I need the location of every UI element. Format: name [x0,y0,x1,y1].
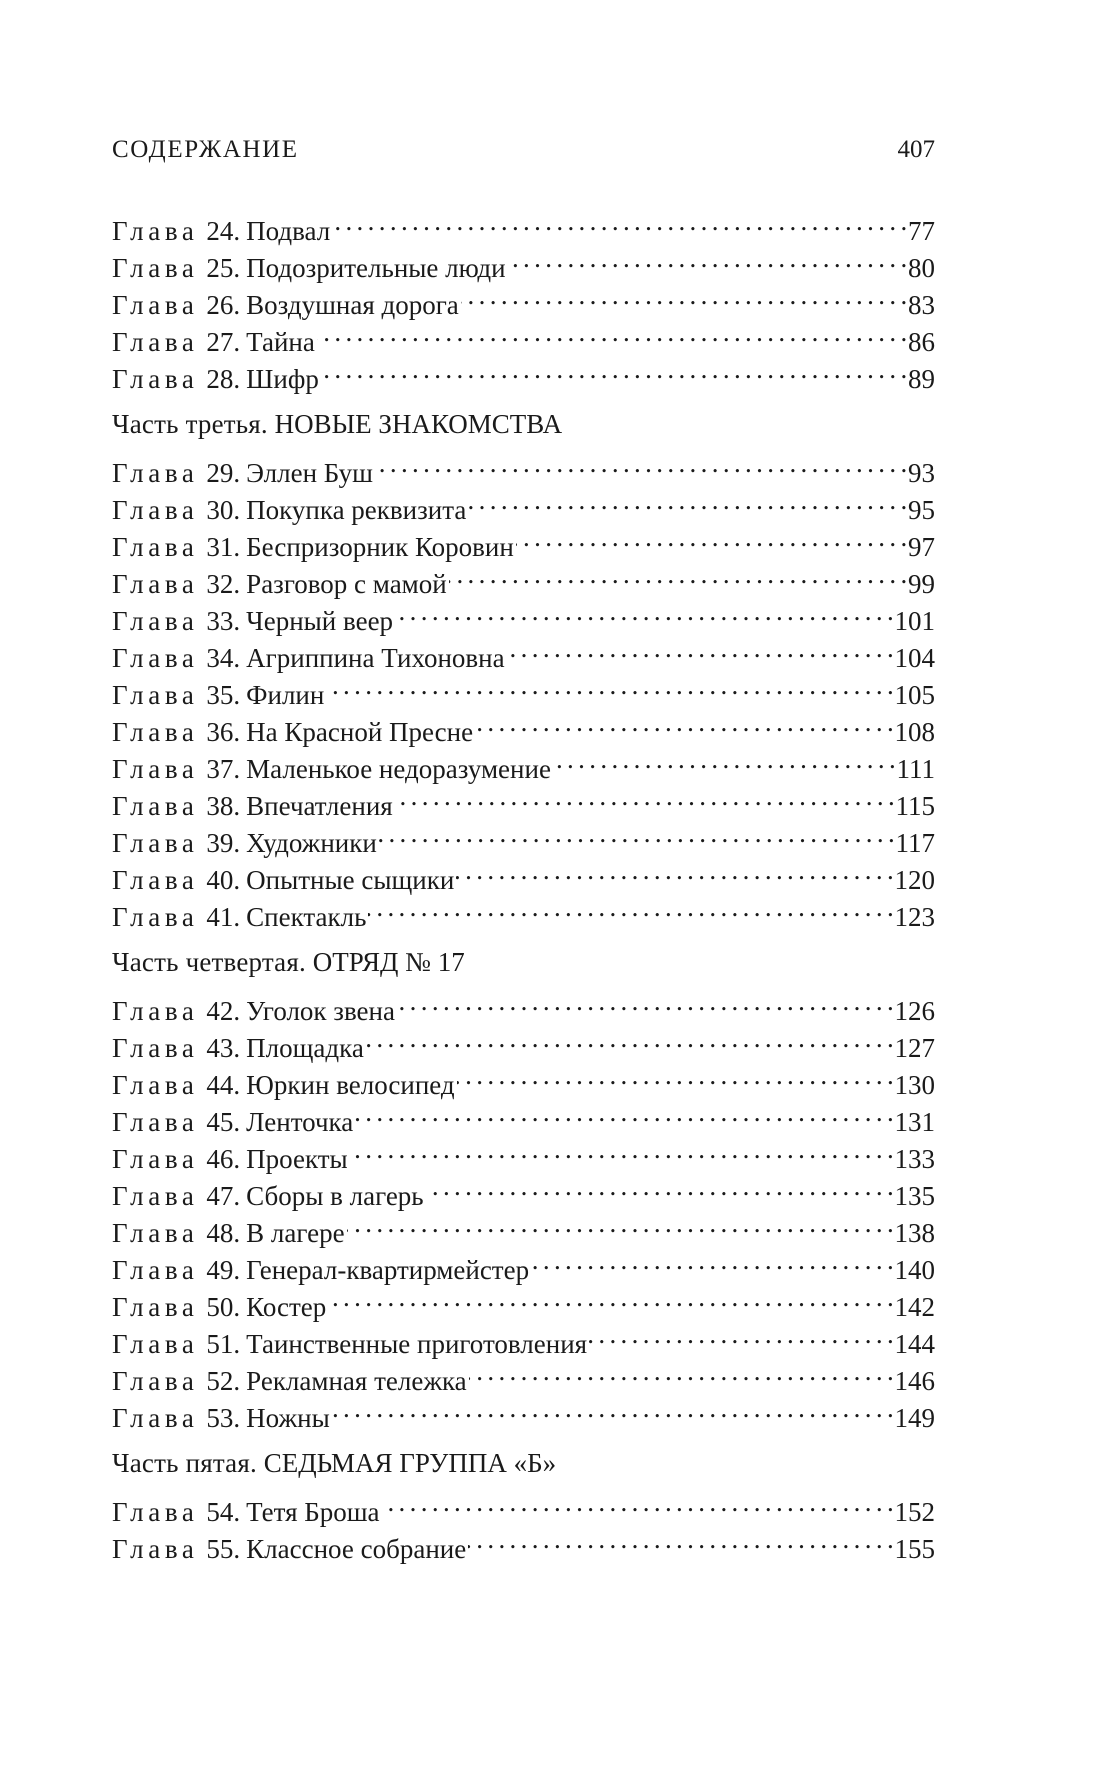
chapter-number: 38. [206,791,241,821]
chapter-title: Агриппина Тихоновна [246,643,505,673]
chapter-page-number: 130 [894,1070,935,1100]
dot-leader [332,203,906,240]
chapter-word: Глава [112,828,199,858]
chapter-number: 47. [206,1181,241,1211]
chapter-page-number: 126 [894,996,935,1026]
chapter-page-number: 135 [894,1181,935,1211]
dot-leader [397,983,893,1020]
chapter-word: Глава [112,1329,199,1359]
chapter-page-number: 104 [894,643,935,673]
chapter-number: 31. [206,532,241,562]
chapter-number: 37. [206,754,241,784]
chapter-word: Глава [112,865,199,895]
part-heading [112,944,935,981]
part-label: Часть третья. [112,409,268,439]
dot-leader [350,1131,893,1168]
chapter-number: 43. [206,1033,241,1063]
chapter-page-number: 97 [908,532,935,562]
chapter-word: Глава [112,643,199,673]
chapter-word: Глава [112,569,199,599]
running-head [112,130,935,170]
chapter-number: 33. [206,606,241,636]
dot-leader [317,314,906,351]
chapter-number: 42. [206,996,241,1026]
chapter-word: Глава [112,1070,199,1100]
chapter-title: Костер [246,1292,327,1322]
chapter-page-number: 99 [908,569,935,599]
chapter-title: Юркин велосипед [246,1070,455,1100]
dot-leader [395,778,894,815]
chapter-title: Художники [246,828,377,858]
dot-leader [321,351,906,388]
chapter-page-number: 149 [894,1403,935,1433]
dot-leader [553,741,895,778]
chapter-number: 53. [206,1403,241,1433]
part-label: Часть пятая. [112,1448,257,1478]
dot-leader [347,1205,893,1242]
chapter-title: Подозрительные люди [246,253,506,283]
chapter-word: Глава [112,458,199,488]
dot-leader [468,482,906,519]
chapter-number: 50. [206,1292,241,1322]
running-head-title: СОДЕРЖАНИЕ [112,136,299,163]
chapter-page-number: 131 [894,1107,935,1137]
chapter-page-number: 133 [894,1144,935,1174]
chapter-title: Площадка [246,1033,364,1063]
chapter-title: Беспризорник Коровин [246,532,514,562]
chapter-title: Сборы в лагерь [246,1181,424,1211]
chapter-word: Глава [112,253,199,283]
chapter-number: 24. [206,216,241,246]
chapter-word: Глава [112,680,199,710]
chapter-word: Глава [112,364,199,394]
chapter-title: Опытные сыщики [246,865,455,895]
table-of-contents [112,203,935,1564]
toc-entry [112,983,935,1026]
chapter-title: Уголок звена [246,996,395,1026]
chapter-title: Маленькое недоразумение [246,754,551,784]
chapter-word: Глава [112,327,199,357]
chapter-title: На Красной Пресне [246,717,474,747]
chapter-number: 45. [206,1107,241,1137]
chapter-title: Разговор с мамой [246,569,447,599]
chapter-page-number: 117 [895,828,935,858]
chapter-word: Глава [112,1497,199,1527]
dot-leader [461,277,906,314]
chapter-title: Подвал [246,216,331,246]
chapter-word: Глава [112,532,199,562]
chapter-word: Глава [112,1403,199,1433]
chapter-title: Филин [246,680,325,710]
chapter-title: Ножны [246,1403,330,1433]
chapter-title: Рекламная тележка [246,1366,467,1396]
chapter-page-number: 115 [895,791,935,821]
dot-leader [516,519,906,556]
dot-leader [328,1279,892,1316]
dot-leader [326,667,892,704]
chapter-page-number: 77 [908,216,935,246]
chapter-number: 35. [206,680,241,710]
dot-leader [426,1168,893,1205]
dot-leader [508,240,906,277]
chapter-title: Шифр [246,364,319,394]
dot-leader [531,1242,892,1279]
dot-leader [456,852,892,889]
chapter-number: 29. [206,458,241,488]
dot-leader [468,1521,892,1558]
chapter-word: Глава [112,1107,199,1137]
dot-leader [375,445,906,482]
dot-leader [469,1353,893,1390]
chapter-number: 30. [206,495,241,525]
chapter-number: 39. [206,828,241,858]
dot-leader [379,815,894,852]
chapter-word: Глава [112,495,199,525]
chapter-page-number: 155 [894,1534,935,1564]
chapter-title: Тайна [246,327,315,357]
dot-leader [449,556,906,593]
chapter-number: 54. [206,1497,241,1527]
chapter-word: Глава [112,1033,199,1063]
chapter-title: Спектакль [246,902,367,932]
chapter-number: 36. [206,717,241,747]
chapter-number: 26. [206,290,241,320]
chapter-page-number: 101 [894,606,935,636]
chapter-word: Глава [112,1218,199,1248]
dot-leader [366,1020,893,1057]
chapter-title: Эллен Буш [246,458,373,488]
chapter-page-number: 152 [894,1497,935,1527]
dot-leader [395,593,892,630]
part-label: Часть четвертая. [112,947,306,977]
chapter-page-number: 138 [894,1218,935,1248]
dot-leader [382,1484,893,1521]
chapter-title: Впечатления [246,791,393,821]
part-heading [112,406,935,443]
chapter-word: Глава [112,606,199,636]
book-page [112,130,935,1564]
chapter-word: Глава [112,1292,199,1322]
chapter-word: Глава [112,1366,199,1396]
chapter-word: Глава [112,216,199,246]
chapter-number: 34. [206,643,241,673]
chapter-title: Черный веер [246,606,394,636]
chapter-number: 41. [206,902,241,932]
chapter-page-number: 108 [894,717,935,747]
chapter-number: 28. [206,364,241,394]
chapter-page-number: 80 [908,253,935,283]
chapter-page-number: 105 [894,680,935,710]
chapter-title: Ленточка [246,1107,354,1137]
toc-entry [112,1484,935,1527]
chapter-word: Глава [112,717,199,747]
chapter-title: Генерал-квартирмейстер [246,1255,530,1285]
chapter-word: Глава [112,791,199,821]
chapter-page-number: 120 [894,865,935,895]
dot-leader [475,704,892,741]
chapter-title: В лагере [246,1218,345,1248]
dot-leader [507,630,893,667]
chapter-title: Тетя Броша [246,1497,380,1527]
dot-leader [332,1390,893,1427]
part-heading [112,1445,935,1482]
chapter-word: Глава [112,1534,199,1564]
chapter-number: 48. [206,1218,241,1248]
chapter-number: 46. [206,1144,241,1174]
chapter-number: 32. [206,569,241,599]
chapter-number: 55. [206,1534,241,1564]
chapter-title: Покупка реквизита [246,495,467,525]
toc-entry [112,203,935,246]
chapter-page-number: 146 [894,1366,935,1396]
chapter-word: Глава [112,1181,199,1211]
dot-leader [355,1094,892,1131]
chapter-word: Глава [112,1255,199,1285]
chapter-title: Проекты [246,1144,348,1174]
chapter-title: Воздушная дорога [246,290,459,320]
chapter-page-number: 89 [908,364,935,394]
chapter-word: Глава [112,1144,199,1174]
chapter-page-number: 83 [908,290,935,320]
toc-entry [112,445,935,488]
chapter-number: 44. [206,1070,241,1100]
chapter-title: Таинственные приготовления [246,1329,588,1359]
chapter-page-number: 127 [894,1033,935,1063]
chapter-number: 49. [206,1255,241,1285]
chapter-page-number: 144 [894,1329,935,1359]
dot-leader [589,1316,892,1353]
chapter-word: Глава [112,290,199,320]
chapter-number: 52. [206,1366,241,1396]
chapter-page-number: 111 [896,754,935,784]
dot-leader [368,889,892,926]
part-name: СЕДЬМАЯ ГРУППА «Б» [263,1448,557,1478]
dot-leader [457,1057,893,1094]
chapter-page-number: 86 [908,327,935,357]
chapter-number: 51. [206,1329,241,1359]
chapter-title: Классное собрание [246,1534,467,1564]
chapter-word: Глава [112,754,199,784]
chapter-number: 40. [206,865,241,895]
chapter-page-number: 140 [894,1255,935,1285]
chapter-page-number: 142 [894,1292,935,1322]
chapter-page-number: 93 [908,458,935,488]
chapter-page-number: 123 [894,902,935,932]
chapter-word: Глава [112,902,199,932]
part-name: НОВЫЕ ЗНАКОМСТВА [274,409,563,439]
chapter-number: 25. [206,253,241,283]
chapter-word: Глава [112,996,199,1026]
chapter-number: 27. [206,327,241,357]
part-name: ОТРЯД № 17 [312,947,465,977]
page-number: 407 [897,136,935,163]
chapter-page-number: 95 [908,495,935,525]
